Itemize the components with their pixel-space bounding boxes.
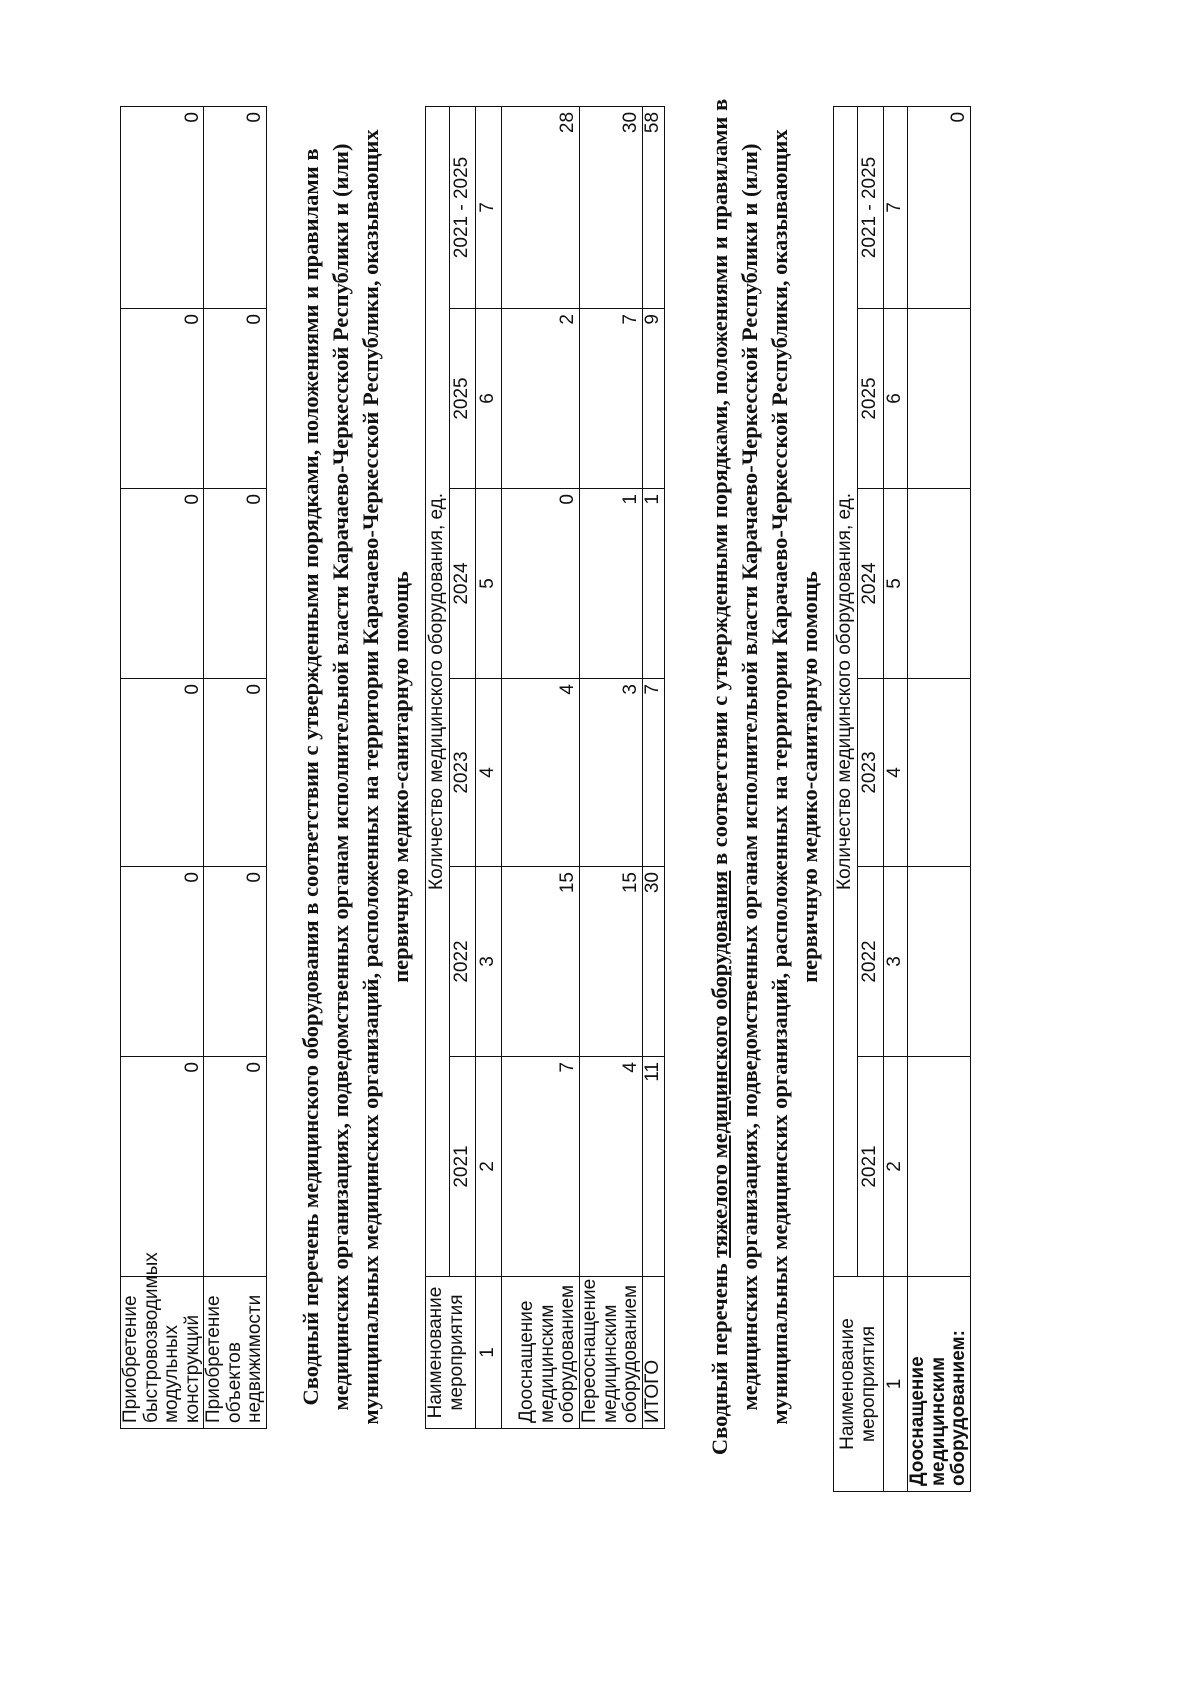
table-cell: 0 xyxy=(204,867,267,1057)
year-header: 2021 xyxy=(858,1057,884,1277)
table-cell: 4 xyxy=(502,679,580,867)
table-row xyxy=(502,106,580,1428)
col-number: 3 xyxy=(884,867,908,1057)
year-header: 2021 xyxy=(450,1057,476,1277)
section1-title xyxy=(296,77,416,1477)
col-header-name: Наименование мероприятия xyxy=(834,1277,884,1492)
col-number: 4 xyxy=(476,679,502,867)
table-cell: 2 xyxy=(502,309,580,489)
col-number: 5 xyxy=(884,489,908,679)
title-line: медицинских организациях, подведомственных органам исполнительной власти Карачаево-Черкесской Республики и (или) xyxy=(737,143,762,1411)
table-cell: 0 xyxy=(204,107,267,309)
table-cell: 11 xyxy=(642,1057,664,1277)
table-cell: 1 xyxy=(580,489,643,679)
title-line: первичную медико-санитарную помощь xyxy=(797,571,822,983)
table-cell: 0 xyxy=(121,1057,204,1277)
year-header: 2025 xyxy=(858,309,884,489)
title-rest: в соответствии с утвержденными порядками, положениями и правилами в xyxy=(707,98,732,871)
table-cell: 58 xyxy=(642,106,664,308)
group-header: Количество медицинского оборудования, ед. xyxy=(426,106,450,1276)
table-cell: 0 xyxy=(204,489,267,679)
table-row xyxy=(908,106,971,1491)
table-row xyxy=(580,106,643,1428)
table-cell xyxy=(908,679,971,867)
year-header: 2022 xyxy=(450,867,476,1057)
table-cell: 30 xyxy=(642,867,664,1057)
year-header: 2025 xyxy=(450,309,476,489)
table-cell: 0 xyxy=(121,107,204,309)
title-prefix: Сводный перечень xyxy=(707,1257,732,1456)
title-underlined: тяжелого медицинского оборудования xyxy=(707,870,732,1258)
table-row xyxy=(121,107,204,1429)
title-line: медицинских организациях, подведомственных органам исполнительной власти Карачаево-Черкесской Республики и (или) xyxy=(328,143,353,1411)
table-cell: 30 xyxy=(580,106,643,308)
column-number-row xyxy=(476,106,502,1428)
table-header-row xyxy=(834,106,858,1491)
col-number: 1 xyxy=(476,1277,502,1429)
title-line xyxy=(705,67,735,1487)
col-number: 5 xyxy=(476,489,502,679)
table-cell: 7 xyxy=(580,309,643,489)
table-row xyxy=(204,107,267,1429)
year-header: 2021 - 2025 xyxy=(858,106,884,308)
table-cell: 3 xyxy=(580,679,643,867)
table-cell: 15 xyxy=(502,867,580,1057)
table-cell: 7 xyxy=(642,679,664,867)
col-number: 6 xyxy=(476,309,502,489)
col-number: 7 xyxy=(884,106,908,308)
table-cell: 1 xyxy=(642,489,664,679)
row-label: Дооснащение медицинским оборудованием xyxy=(502,1277,580,1429)
col-number: 1 xyxy=(884,1277,908,1492)
year-header: 2021 - 2025 xyxy=(450,106,476,308)
top-table xyxy=(120,106,267,1429)
table-cell: 0 xyxy=(121,867,204,1057)
column-number-row xyxy=(884,106,908,1491)
table-cell: 0 xyxy=(204,1057,267,1277)
year-header: 2023 xyxy=(858,679,884,867)
table-cell: 0 xyxy=(121,679,204,867)
table-cell: 0 xyxy=(204,679,267,867)
table-cell xyxy=(908,1057,971,1277)
row-label: Приобретение объектов недвижимости xyxy=(204,1277,267,1429)
year-header: 2022 xyxy=(858,867,884,1057)
table-cell xyxy=(908,489,971,679)
row-label: Дооснащение медицинским оборудованием: xyxy=(908,1277,971,1492)
table-cell: 28 xyxy=(502,106,580,308)
table-cell: 4 xyxy=(580,1057,643,1277)
table-cell: 9 xyxy=(642,309,664,489)
table-cell xyxy=(908,309,971,489)
table-cell: 15 xyxy=(580,867,643,1057)
col-number: 3 xyxy=(476,867,502,1057)
table-cell xyxy=(908,867,971,1057)
table-cell: 0 xyxy=(502,489,580,679)
row-label: Переоснащение медицинским оборудованием xyxy=(580,1277,643,1429)
table-cell: 0 xyxy=(204,309,267,489)
table-cell: 0 xyxy=(121,309,204,489)
table-cell: 0 xyxy=(121,489,204,679)
section2-title xyxy=(705,67,825,1487)
col-header-name: Наименование мероприятия xyxy=(426,1277,476,1429)
table-header-row xyxy=(450,106,476,1428)
col-number: 2 xyxy=(476,1057,502,1277)
title-line: муниципальных медицинских организаций, расположенных на территории Карачаево-Черкесской Республики, оказывающих xyxy=(358,129,383,1425)
year-header: 2024 xyxy=(450,489,476,679)
year-header: 2023 xyxy=(450,679,476,867)
year-header: 2024 xyxy=(858,489,884,679)
table-row-total xyxy=(642,106,664,1428)
title-line: муниципальных медицинских организаций, расположенных на территории Карачаево-Черкесской Республики, оказывающих xyxy=(767,129,792,1425)
col-number: 4 xyxy=(884,679,908,867)
col-number: 7 xyxy=(476,106,502,308)
group-header: Количество медицинского оборудования, ед. xyxy=(834,106,858,1276)
table-cell: 0 xyxy=(908,106,971,308)
col-number: 6 xyxy=(884,309,908,489)
row-label: ИТОГО xyxy=(642,1277,664,1429)
title-line: первичную медико-санитарную помощь xyxy=(388,571,413,983)
table-header-row xyxy=(426,106,450,1428)
table-cell: 7 xyxy=(502,1057,580,1277)
title-line: Сводный перечень медицинского оборудования в соответствии с утвержденными порядками, положениями и правилами в xyxy=(298,148,323,1406)
section1-table xyxy=(425,106,665,1429)
col-number: 2 xyxy=(884,1057,908,1277)
section2-table xyxy=(833,106,971,1492)
row-label: Приобретение быстровозводимых модульных конструкций xyxy=(121,1277,204,1429)
